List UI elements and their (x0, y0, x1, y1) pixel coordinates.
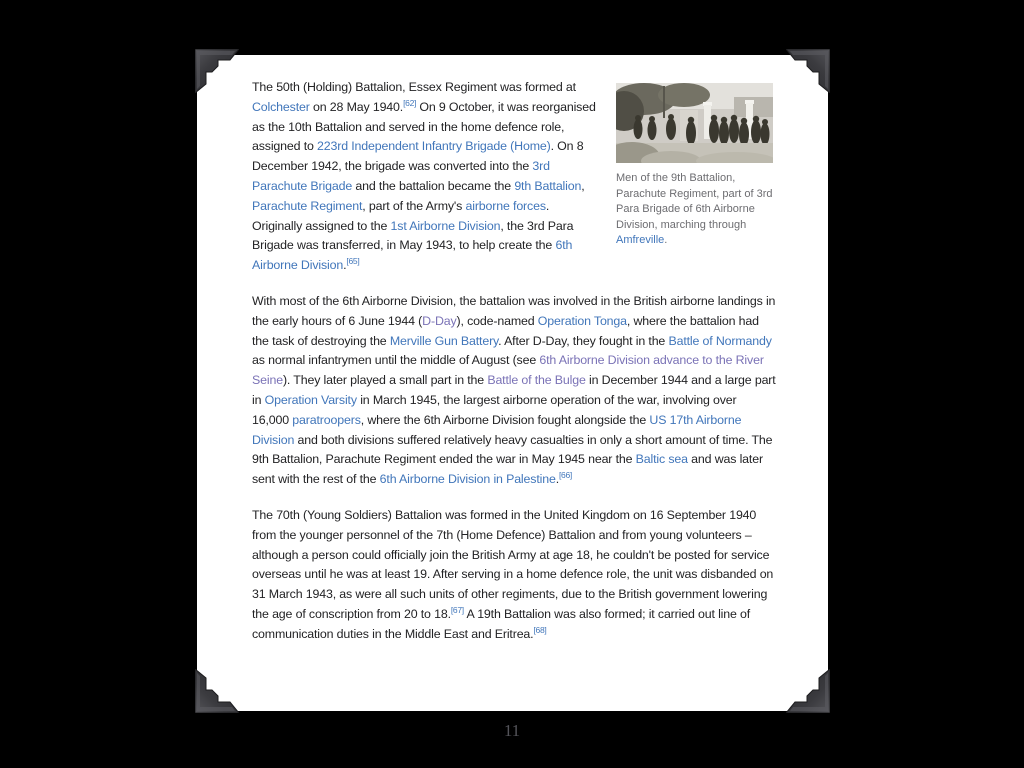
soldiers-marching-photo[interactable] (616, 83, 773, 163)
inline-link[interactable]: 223rd Independent Infantry Brigade (Home) (317, 139, 551, 154)
inline-link[interactable]: Operation Tonga (537, 313, 627, 328)
inline-link[interactable]: 1st Airborne Division (390, 218, 501, 233)
text-run: . Originally assigned to the (252, 198, 550, 233)
photo-corner-bottom-left-icon (195, 669, 239, 713)
inline-link[interactable]: airborne forces (465, 198, 546, 213)
text-run: and the battalion became the (352, 178, 515, 193)
inline-link[interactable]: 9th Battalion (514, 178, 582, 193)
photo-corner-bottom-right-icon (786, 669, 830, 713)
text-run: . After D-Day, they fought in the (498, 333, 669, 348)
text-run: and was later sent with the rest of the (252, 452, 763, 487)
text-run: . (555, 472, 559, 487)
text-run: Men of the 9th Battalion, Parachute Regiment, part of 3rd Para Brigade of 6th Airborne Division, marching through (616, 172, 773, 231)
figure-caption (616, 171, 776, 249)
photo-corner-top-right-icon (786, 49, 830, 93)
text-run: , where the battalion had the task of destroying the (252, 313, 759, 348)
text-run: , part of the Army's (362, 198, 466, 213)
inline-link[interactable]: Baltic sea (635, 452, 688, 467)
inline-link-visited[interactable]: Battle of the Bulge (487, 373, 586, 388)
article-paragraph-3 (252, 506, 776, 645)
reference-link[interactable]: [62] (403, 97, 417, 108)
inline-link[interactable]: 6th Airborne Division in Palestine (379, 472, 556, 487)
inline-link[interactable]: Operation Varsity (264, 392, 357, 407)
inline-link[interactable]: Battle of Normandy (668, 333, 772, 348)
inline-link[interactable]: 6th Airborne Division (252, 238, 573, 273)
photo-corner-top-left-icon (195, 49, 239, 93)
inline-link-visited[interactable]: D-Day (422, 313, 457, 328)
text-run: as normal infantrymen until the middle of August (see (252, 353, 540, 368)
text-run: in December 1944 and a large part in (252, 373, 776, 407)
text-run: ). They later played a small part in the (282, 373, 488, 388)
photo-illustration (616, 83, 773, 163)
text-run: The 50th (Holding) Battalion, Essex Regiment was formed at (252, 80, 576, 94)
text-run: . On 8 December 1942, the brigade was converted into the (252, 139, 584, 174)
figure (616, 83, 776, 249)
text-run: , (581, 178, 585, 193)
inline-link[interactable]: US 17th Airborne Division (252, 412, 742, 447)
text-run: . (664, 234, 668, 246)
reference-link[interactable]: [68] (533, 624, 547, 635)
reference-link[interactable]: [65] (346, 256, 360, 267)
book-page (197, 55, 828, 711)
article-content (252, 78, 776, 661)
text-run: on 28 May 1940. (309, 99, 404, 114)
inline-link[interactable]: 3rd Parachute Brigade (252, 159, 550, 193)
inline-link[interactable]: paratroopers (292, 412, 361, 427)
page-number: 11 (503, 721, 521, 740)
text-run: in March 1945, the largest airborne operation of the war, involving over 16,000 (252, 392, 737, 427)
inline-link[interactable]: Amfreville (616, 234, 665, 246)
text-run: , where the 6th Airborne Division fought alongside the (360, 412, 650, 427)
text-run: With most of the 6th Airborne Division, the battalion was involved in the British airborne landings in the early hours of 6 June 1944 ( (252, 293, 776, 328)
inline-link[interactable]: Merville Gun Battery (389, 333, 499, 348)
article-paragraph-2 (252, 292, 776, 490)
text-run: and both divisions suffered relatively heavy casualties in only a short amount of time. The 9th Battalion, Parachute Regiment ended the war in May 1945 near the (252, 432, 773, 467)
reference-link[interactable]: [67] (450, 604, 464, 615)
inline-link[interactable]: Colchester (252, 99, 310, 114)
inline-link-visited[interactable]: 6th Airborne Division advance to the River Seine (252, 353, 764, 388)
inline-link[interactable]: Parachute Regiment (252, 198, 363, 213)
text-run: ), code-named (456, 313, 538, 328)
text-run: On 9 October, it was reorganised as the 10th Battalion and served in the home defence role, assigned to (252, 99, 596, 154)
text-run: A 19th Battalion was also formed; it carried out line of communication duties in the Middle East and Eritrea. (252, 606, 751, 641)
text-run: The 70th (Young Soldiers) Battalion was formed in the United Kingdom on 16 September 1940 from the younger personnel of the 7th (Home Defence) Battalion and from young volunteers – although a person could officially join the British Army at age 18, he couldn't be posted for service overseas until he was at least 19. After serving in a home defence role, the unit was disbanded on 31 March 1943, as were all such units of other regiments, due to the British government lowering the age of conscription from 20 to 18. (252, 507, 774, 621)
text-run: . (343, 258, 347, 273)
text-run: , the 3rd Para Brigade was transferred, in May 1943, to help create the (252, 218, 574, 253)
reference-link[interactable]: [66] (559, 470, 572, 481)
